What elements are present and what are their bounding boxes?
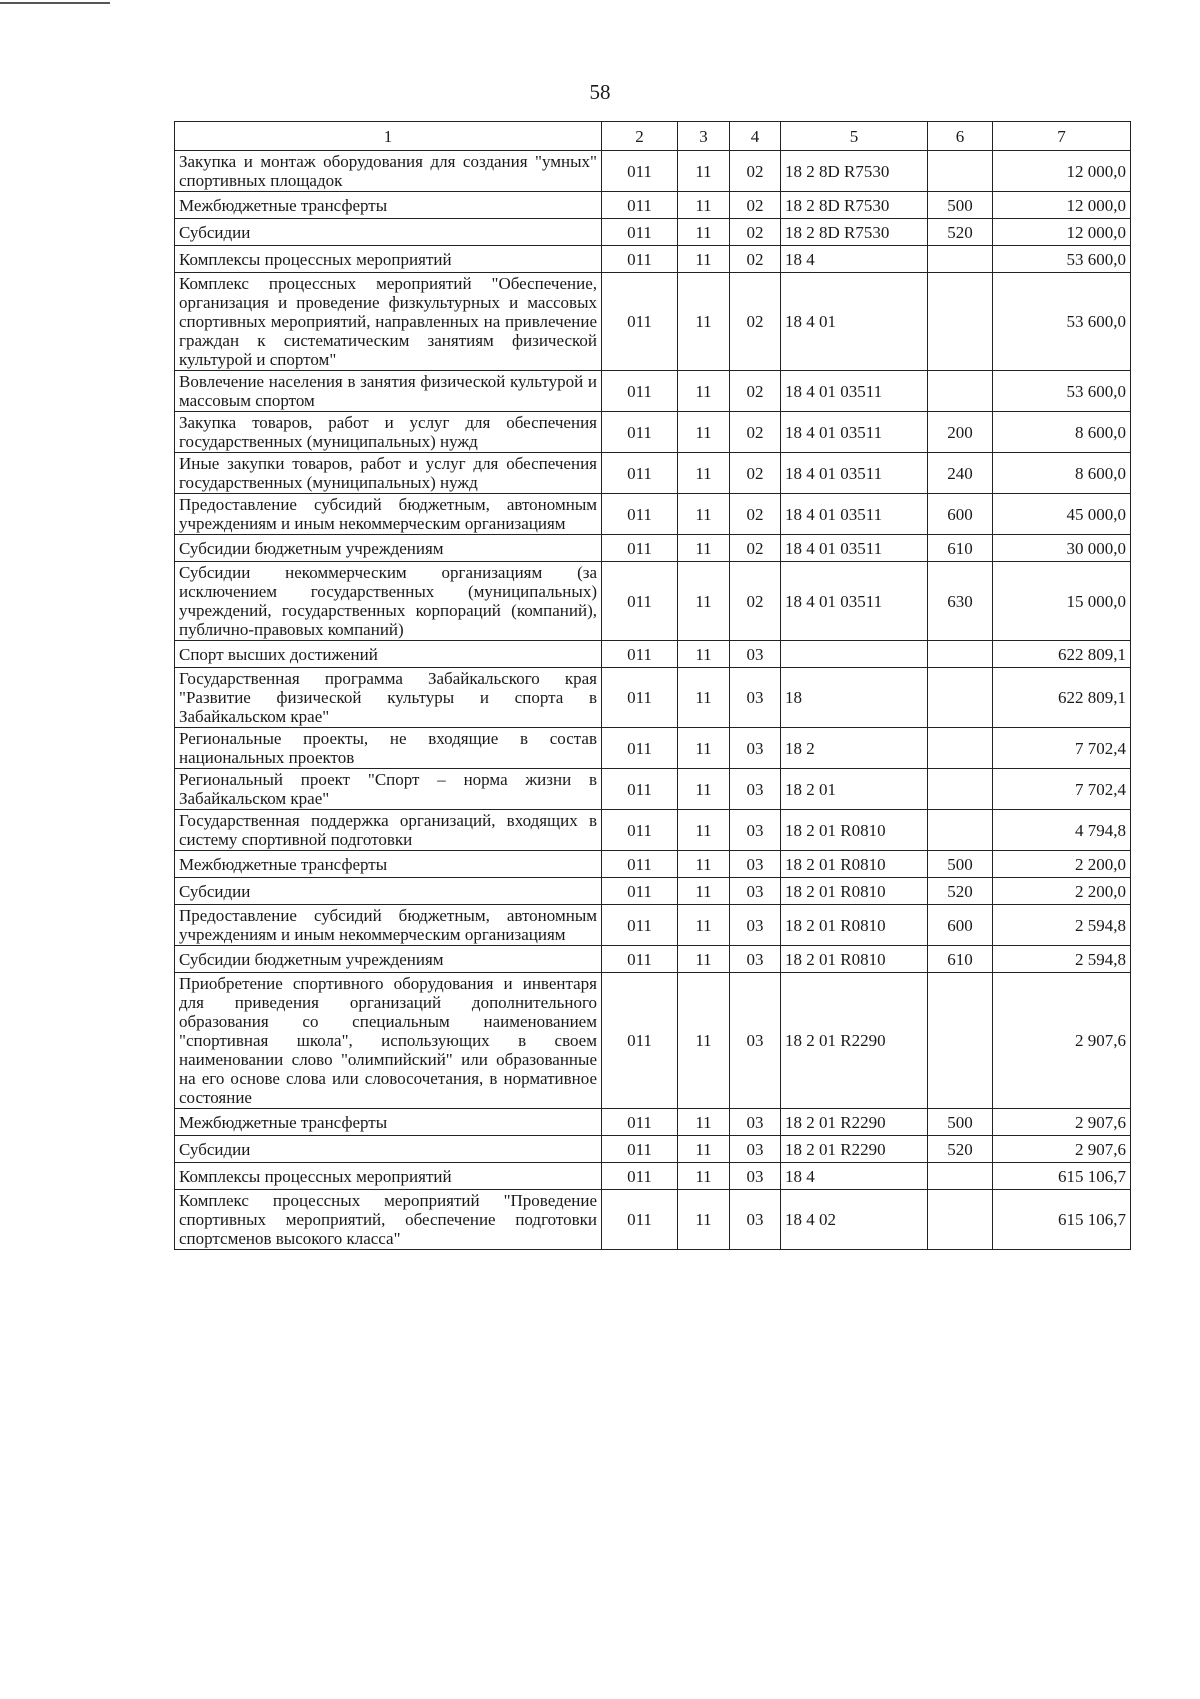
cell-grbs: 011 [602,412,678,453]
header-cell-1: 1 [175,122,602,151]
cell-expense-type: 500 [928,851,993,878]
cell-section: 11 [678,1109,730,1136]
cell-target-article: 18 4 [781,1163,928,1190]
table-row [175,668,1131,728]
cell-amount: 12 000,0 [993,151,1131,192]
cell-name: Предоставление субсидий бюджетным, автономным учреждениям и иным некоммерческим организациям [175,905,602,946]
table-row [175,219,1131,246]
cell-subsection: 02 [730,273,781,371]
cell-expense-type [928,1190,993,1250]
header-cell-7: 7 [993,122,1131,151]
cell-name: Комплексы процессных мероприятий [175,1163,602,1190]
cell-amount: 2 200,0 [993,878,1131,905]
cell-name: Закупка и монтаж оборудования для создания "умных" спортивных площадок [175,151,602,192]
table-row [175,1163,1131,1190]
cell-expense-type: 610 [928,535,993,562]
cell-subsection: 03 [730,668,781,728]
cell-target-article [781,641,928,668]
cell-amount: 53 600,0 [993,273,1131,371]
cell-expense-type: 630 [928,562,993,641]
cell-expense-type: 240 [928,453,993,494]
cell-subsection: 03 [730,851,781,878]
cell-expense-type [928,273,993,371]
cell-target-article: 18 4 01 03511 [781,453,928,494]
cell-section: 11 [678,641,730,668]
cell-subsection: 03 [730,878,781,905]
cell-grbs: 011 [602,219,678,246]
cell-amount: 622 809,1 [993,668,1131,728]
cell-target-article: 18 2 8D R7530 [781,219,928,246]
cell-subsection: 02 [730,246,781,273]
table-row [175,810,1131,851]
cell-section: 11 [678,810,730,851]
cell-section: 11 [678,219,730,246]
table-row [175,494,1131,535]
cell-grbs: 011 [602,851,678,878]
cell-target-article: 18 4 01 03511 [781,371,928,412]
table-row [175,946,1131,973]
cell-grbs: 011 [602,668,678,728]
cell-section: 11 [678,1163,730,1190]
cell-subsection: 03 [730,905,781,946]
cell-amount: 2 594,8 [993,946,1131,973]
table-row [175,151,1131,192]
cell-target-article: 18 2 01 R0810 [781,851,928,878]
cell-target-article: 18 2 01 R0810 [781,946,928,973]
cell-expense-type: 520 [928,219,993,246]
cell-name: Межбюджетные трансферты [175,851,602,878]
cell-expense-type [928,728,993,769]
budget-table [174,121,1131,1250]
cell-name: Региональные проекты, не входящие в состав национальных проектов [175,728,602,769]
cell-amount: 30 000,0 [993,535,1131,562]
scan-artifact-line [0,2,110,4]
cell-amount: 12 000,0 [993,192,1131,219]
table-row [175,641,1131,668]
cell-subsection: 03 [730,641,781,668]
cell-expense-type: 200 [928,412,993,453]
cell-name: Субсидии [175,1136,602,1163]
cell-expense-type: 610 [928,946,993,973]
cell-name: Комплекс процессных мероприятий "Проведение спортивных мероприятий, обеспечение подготовки спортсменов высокого класса" [175,1190,602,1250]
cell-expense-type [928,246,993,273]
cell-grbs: 011 [602,1163,678,1190]
cell-expense-type: 520 [928,878,993,905]
cell-expense-type [928,973,993,1109]
cell-subsection: 03 [730,728,781,769]
cell-name: Межбюджетные трансферты [175,1109,602,1136]
header-cell-3: 3 [678,122,730,151]
cell-target-article: 18 4 01 03511 [781,535,928,562]
cell-grbs: 011 [602,246,678,273]
page-number: 58 [589,80,611,104]
cell-section: 11 [678,535,730,562]
cell-section: 11 [678,973,730,1109]
cell-name: Предоставление субсидий бюджетным, автономным учреждениям и иным некоммерческим организациям [175,494,602,535]
cell-name: Иные закупки товаров, работ и услуг для обеспечения государственных (муниципальных) нужд [175,453,602,494]
header-row [175,122,1131,151]
table-row [175,453,1131,494]
cell-subsection: 02 [730,535,781,562]
cell-amount: 7 702,4 [993,728,1131,769]
table-row [175,412,1131,453]
cell-target-article: 18 4 01 [781,273,928,371]
cell-grbs: 011 [602,641,678,668]
cell-name: Спорт высших достижений [175,641,602,668]
table-row [175,1109,1131,1136]
cell-name: Комплексы процессных мероприятий [175,246,602,273]
cell-amount: 8 600,0 [993,453,1131,494]
cell-section: 11 [678,246,730,273]
cell-target-article: 18 2 01 R0810 [781,810,928,851]
cell-subsection: 02 [730,219,781,246]
cell-amount: 622 809,1 [993,641,1131,668]
cell-grbs: 011 [602,905,678,946]
cell-section: 11 [678,412,730,453]
table-row [175,1190,1131,1250]
cell-expense-type [928,810,993,851]
cell-section: 11 [678,192,730,219]
cell-section: 11 [678,453,730,494]
cell-grbs: 011 [602,192,678,219]
cell-section: 11 [678,878,730,905]
cell-grbs: 011 [602,273,678,371]
cell-section: 11 [678,946,730,973]
cell-subsection: 02 [730,412,781,453]
cell-amount: 4 794,8 [993,810,1131,851]
cell-grbs: 011 [602,973,678,1109]
cell-name: Вовлечение населения в занятия физической культурой и массовым спортом [175,371,602,412]
cell-subsection: 03 [730,946,781,973]
table-row [175,769,1131,810]
cell-amount: 615 106,7 [993,1190,1131,1250]
table-row [175,905,1131,946]
cell-expense-type [928,641,993,668]
cell-amount: 8 600,0 [993,412,1131,453]
cell-amount: 12 000,0 [993,219,1131,246]
table-row [175,562,1131,641]
cell-amount: 2 907,6 [993,1136,1131,1163]
cell-subsection: 03 [730,1190,781,1250]
cell-target-article: 18 [781,668,928,728]
cell-expense-type: 500 [928,1109,993,1136]
cell-section: 11 [678,562,730,641]
cell-amount: 45 000,0 [993,494,1131,535]
cell-grbs: 011 [602,453,678,494]
cell-target-article: 18 2 8D R7530 [781,151,928,192]
cell-amount: 2 907,6 [993,1109,1131,1136]
cell-subsection: 03 [730,769,781,810]
cell-section: 11 [678,151,730,192]
cell-subsection: 03 [730,973,781,1109]
header-cell-4: 4 [730,122,781,151]
header-cell-5: 5 [781,122,928,151]
cell-target-article: 18 4 02 [781,1190,928,1250]
cell-subsection: 02 [730,192,781,219]
cell-expense-type [928,1163,993,1190]
cell-name: Приобретение спортивного оборудования и инвентаря для приведения организаций дополнительного образования со специальным наименованием "спортивная школа", использующих в своем наименовании слово "олимпийский" или образованные на его основе слова или словосочетания, в нормативное состояние [175,973,602,1109]
cell-target-article: 18 4 01 03511 [781,562,928,641]
cell-subsection: 03 [730,810,781,851]
cell-target-article: 18 2 01 R0810 [781,878,928,905]
cell-amount: 7 702,4 [993,769,1131,810]
cell-grbs: 011 [602,371,678,412]
cell-amount: 53 600,0 [993,246,1131,273]
cell-section: 11 [678,728,730,769]
cell-expense-type: 520 [928,1136,993,1163]
cell-expense-type: 500 [928,192,993,219]
cell-name: Субсидии [175,219,602,246]
cell-expense-type [928,668,993,728]
cell-grbs: 011 [602,878,678,905]
cell-name: Комплекс процессных мероприятий "Обеспечение, организация и проведение физкультурных и массовых спортивных мероприятий, направленных на привлечение граждан к систематическим занятиям физической культурой и спортом" [175,273,602,371]
cell-amount: 2 594,8 [993,905,1131,946]
cell-section: 11 [678,1136,730,1163]
table-row [175,878,1131,905]
cell-name: Субсидии бюджетным учреждениям [175,946,602,973]
cell-grbs: 011 [602,494,678,535]
cell-subsection: 02 [730,453,781,494]
cell-subsection: 02 [730,494,781,535]
cell-section: 11 [678,668,730,728]
cell-amount: 2 907,6 [993,973,1131,1109]
table-row [175,851,1131,878]
cell-name: Региональный проект "Спорт – норма жизни в Забайкальском крае" [175,769,602,810]
cell-amount: 2 200,0 [993,851,1131,878]
cell-target-article: 18 2 [781,728,928,769]
cell-target-article: 18 4 [781,246,928,273]
cell-section: 11 [678,905,730,946]
cell-grbs: 011 [602,1136,678,1163]
cell-grbs: 011 [602,810,678,851]
cell-amount: 615 106,7 [993,1163,1131,1190]
cell-target-article: 18 2 8D R7530 [781,192,928,219]
cell-section: 11 [678,273,730,371]
cell-section: 11 [678,769,730,810]
table-body [175,151,1131,1250]
cell-name: Закупка товаров, работ и услуг для обеспечения государственных (муниципальных) нужд [175,412,602,453]
cell-subsection: 02 [730,151,781,192]
cell-name: Межбюджетные трансферты [175,192,602,219]
table-row [175,973,1131,1109]
cell-amount: 15 000,0 [993,562,1131,641]
cell-grbs: 011 [602,151,678,192]
cell-name: Государственная поддержка организаций, входящих в систему спортивной подготовки [175,810,602,851]
table-row [175,246,1131,273]
cell-target-article: 18 2 01 R2290 [781,1136,928,1163]
header-cell-2: 2 [602,122,678,151]
cell-name: Субсидии [175,878,602,905]
table-row [175,728,1131,769]
header-cell-6: 6 [928,122,993,151]
cell-grbs: 011 [602,1190,678,1250]
cell-grbs: 011 [602,535,678,562]
cell-name: Субсидии некоммерческим организациям (за исключением государственных (муниципальных) учреждений, государственных корпораций (компаний), публично-правовых компаний) [175,562,602,641]
cell-target-article: 18 4 01 03511 [781,412,928,453]
cell-target-article: 18 2 01 R2290 [781,1109,928,1136]
cell-expense-type [928,151,993,192]
cell-section: 11 [678,1190,730,1250]
cell-subsection: 02 [730,562,781,641]
cell-amount: 53 600,0 [993,371,1131,412]
cell-section: 11 [678,371,730,412]
cell-expense-type: 600 [928,905,993,946]
table-row [175,371,1131,412]
cell-grbs: 011 [602,728,678,769]
table-row [175,535,1131,562]
table-row [175,192,1131,219]
cell-expense-type: 600 [928,494,993,535]
table-row [175,1136,1131,1163]
cell-name: Государственная программа Забайкальского края "Развитие физической культуры и спорта в Забайкальском крае" [175,668,602,728]
cell-grbs: 011 [602,1109,678,1136]
cell-subsection: 03 [730,1109,781,1136]
cell-target-article: 18 2 01 R0810 [781,905,928,946]
cell-subsection: 03 [730,1136,781,1163]
cell-target-article: 18 2 01 R2290 [781,973,928,1109]
cell-target-article: 18 4 01 03511 [781,494,928,535]
table-row [175,273,1131,371]
cell-name: Субсидии бюджетным учреждениям [175,535,602,562]
cell-expense-type [928,769,993,810]
cell-subsection: 03 [730,1163,781,1190]
cell-grbs: 011 [602,769,678,810]
cell-expense-type [928,371,993,412]
cell-section: 11 [678,494,730,535]
cell-grbs: 011 [602,946,678,973]
cell-section: 11 [678,851,730,878]
cell-target-article: 18 2 01 [781,769,928,810]
cell-subsection: 02 [730,371,781,412]
cell-grbs: 011 [602,562,678,641]
